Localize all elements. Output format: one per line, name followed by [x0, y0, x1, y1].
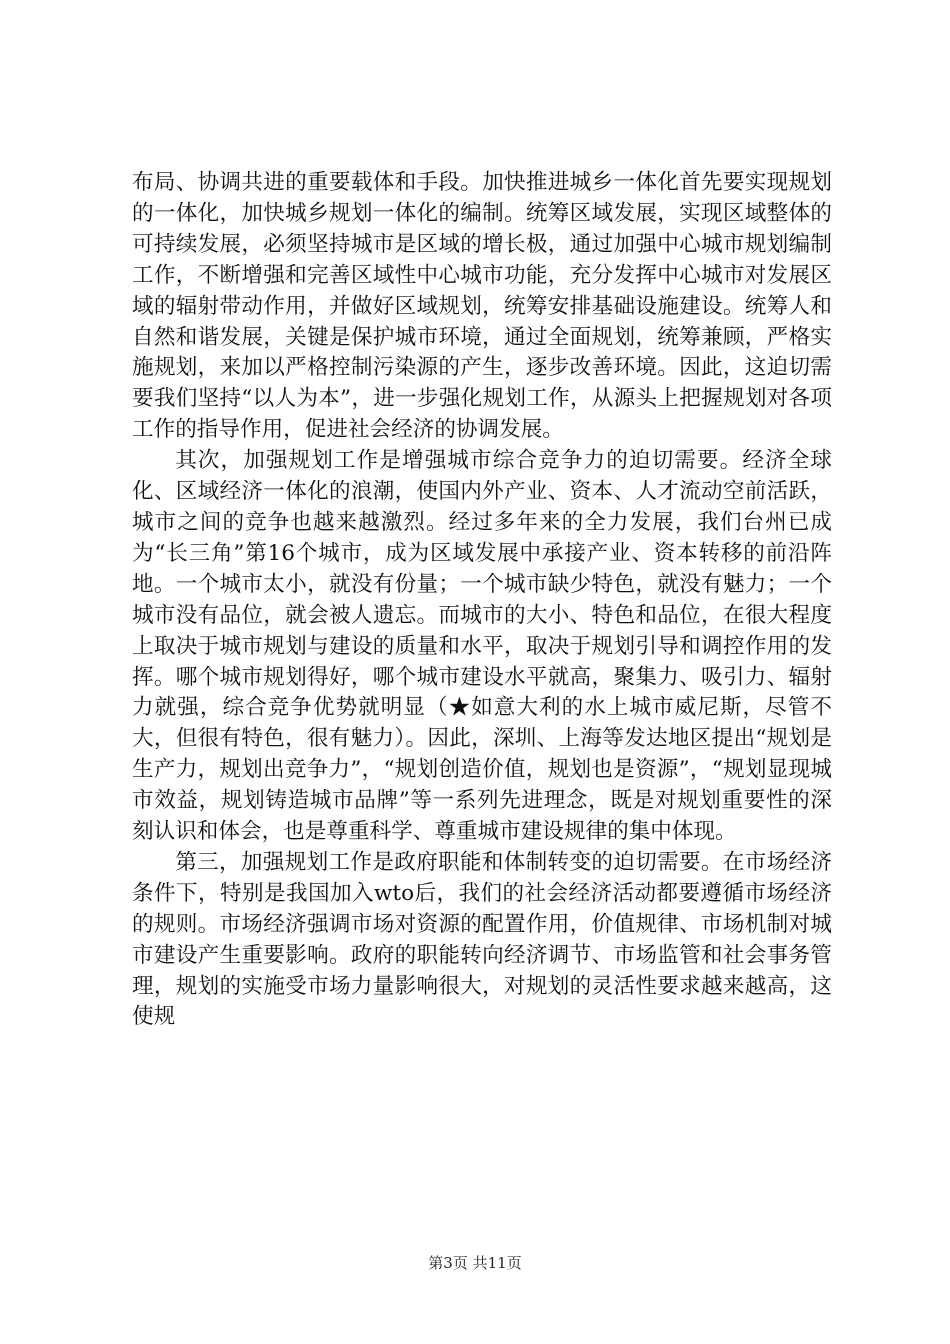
paragraph-1: 布局、协调共进的重要载体和手段。加快推进城乡一体化首先要实现规划的一体化，加快城乡规划一体化的编制。统筹区域发展，实现区域整体的可持续发展，必须坚持城市是区域的增长极，通过加强中心城市规划编制工作，不断增强和完善区域性中心城市功能，充分发挥中心城市对发展区域的辐射带动作用，并做好区域规划，统筹安排基础设施建设。统筹人和自然和谐发展，关键是保护城市环境，通过全面规划，统筹兼顾，严格实施规划，来加以严格控制污染源的产生，逐步改善环境。因此，这迫切需要我们坚持“以人为本”，进一步强化规划工作，从源头上把握规划对各项工作的指导作用，促进社会经济的协调发展。 [132, 170, 832, 443]
paragraph-3: 第三，加强规划工作是政府职能和体制转变的迫切需要。在市场经济条件下，特别是我国加入wto后，我们的社会经济活动都要遵循市场经济的规则。市场经济强调市场对资源的配置作用，价值规律、市场机制对城市建设产生重要影响。政府的职能转向经济调节、市场监管和社会事务管理，规划的实施受市场力量影响很大，对规划的灵活性要求越来越高，这使规 [132, 849, 832, 1030]
page-footer: 第3页 共11页 [428, 1254, 522, 1272]
paragraph-2: 其次，加强规划工作是增强城市综合竞争力的迫切需要。经济全球化、区域经济一体化的浪潮，使国内外产业、资本、人才流动空前活跃，城市之间的竞争也越来越激烈。经过多年来的全力发展，我们台州已成为“长三角”第16个城市，成为区域发展中承接产业、资本转移的前沿阵地。一个城市太小，就没有份量；一个城市缺少特色，就没有魅力；一个城市没有品位，就会被人遗忘。而城市的大小、特色和品位，在很大程度上取决于城市规划与建设的质量和水平，取决于规划引导和调控作用的发挥。哪个城市规划得好，哪个城市建设水平就高，聚集力、吸引力、辐射力就强，综合竞争优势就明显（★如意大利的水上城市威尼斯，尽管不大，但很有特色，很有魅力）。因此，深圳、上海等发达地区提出“规划是生产力，规划出竞争力”，“规划创造价值，规划也是资源”，“规划显现城市效益，规划铸造城市品牌”等一系列先进理念，既是对规划重要性的深刻认识和体会，也是尊重科学、尊重城市建设规律的集中体现。 [132, 448, 832, 845]
document-body [132, 168, 832, 1033]
